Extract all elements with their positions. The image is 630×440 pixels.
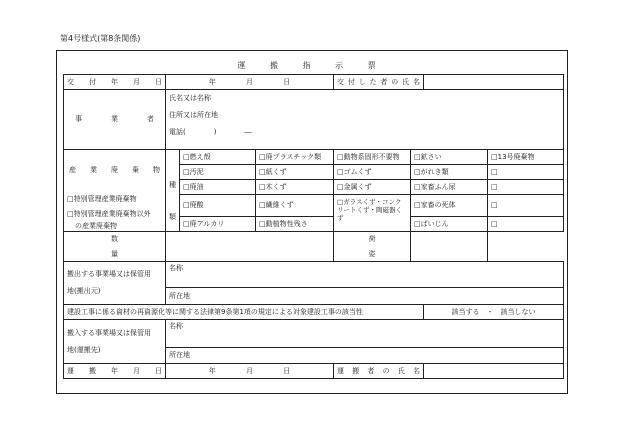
waste-type-option[interactable]: □ 家畜の死体	[411, 195, 488, 217]
form-table	[63, 74, 564, 379]
waste-type-option[interactable]	[488, 195, 564, 217]
document-title: 運 搬 指 示 票	[237, 61, 387, 70]
issuer-name-label: 交付した者の氏名	[334, 75, 424, 90]
transport-instruction-form	[56, 50, 568, 394]
origin-name-label: 名称	[169, 264, 183, 272]
waste-label-cell	[64, 150, 166, 232]
waste-type-option[interactable]: □ 汚泥	[180, 165, 256, 180]
origin-address-field[interactable]	[166, 288, 564, 305]
destination-name-label: 名称	[169, 322, 183, 330]
origin-name-row	[64, 262, 564, 288]
other-waste-option[interactable]: □ 特別管理産業廃棄物以外	[67, 210, 162, 219]
destination-name-field[interactable]	[166, 320, 564, 348]
business-phone-label: 電話( ) ―	[169, 128, 252, 136]
waste-type-option[interactable]: □ 鉱さい	[411, 150, 488, 165]
waste-label: 産 業 廃 棄 物	[69, 166, 160, 174]
driver-name-field[interactable]	[424, 364, 564, 379]
business-label: 事 業 者	[64, 90, 166, 150]
checkbox-icon	[67, 195, 74, 203]
waste-type-option[interactable]: □ 繊維くず	[256, 195, 334, 217]
quantity-row	[64, 232, 564, 262]
construction-text: 建設工事に係る資材の再資源化等に関する法律第9条第1項の規定による対象建設工事の該当性	[64, 305, 424, 320]
packing-field[interactable]	[411, 232, 488, 262]
construction-answer[interactable]: 該当する ・ 該当しない	[424, 305, 564, 320]
transport-date-value[interactable]: 年 月 日	[166, 364, 334, 379]
waste-type-option[interactable]: □ 廃アルカリ	[180, 217, 256, 232]
waste-type-option[interactable]	[488, 180, 564, 195]
waste-type-option[interactable]: □ 金属くず	[334, 180, 411, 195]
waste-type-option[interactable]: □ ばいじん	[411, 217, 488, 232]
waste-type-option-glass[interactable]: □ ガラスくず・コンクリートくず・陶磁器くず	[334, 195, 411, 232]
waste-type-option[interactable]: □ がれき類	[411, 165, 488, 180]
issue-date-label: 交 付 年 月 日	[64, 75, 166, 90]
business-field[interactable]	[166, 90, 564, 150]
kind-label-1: 種	[169, 180, 176, 189]
other-waste-option-cont: の産業廃棄物	[75, 222, 117, 230]
destination-address-label: 所在地	[169, 351, 190, 359]
construction-row	[64, 305, 564, 320]
driver-name-label: 運搬者の氏名	[334, 364, 424, 379]
waste-type-option[interactable]: □ ゴムくず	[334, 165, 411, 180]
checkbox-icon	[67, 210, 74, 218]
waste-type-option[interactable]: □ 動物系固形不要物	[334, 150, 411, 165]
issue-row	[64, 75, 564, 90]
origin-label: 搬出する事業場又は保管用 地(搬出元)	[64, 262, 166, 305]
kind-label-cell	[166, 150, 180, 232]
packing-label: 荷 姿	[334, 232, 411, 262]
waste-type-option[interactable]: □ 廃酸	[180, 195, 256, 217]
destination-address-field[interactable]	[166, 348, 564, 364]
kind-label-2: 類	[169, 212, 176, 221]
waste-row-1	[64, 150, 564, 165]
destination-label: 搬入する事業場又は保管用 地(運搬先)	[64, 320, 166, 364]
quantity-label: 数 量	[64, 232, 166, 262]
waste-type-option[interactable]: □ 木くず	[256, 180, 334, 195]
destination-name-row	[64, 320, 564, 348]
origin-address-label: 所在地	[169, 291, 190, 300]
special-waste-option[interactable]: □ 特別管理産業廃棄物	[67, 195, 162, 204]
waste-type-option[interactable]: □ 廃プラスチック類	[256, 150, 334, 165]
waste-type-option[interactable]: □ 動植物性残さ	[256, 217, 334, 232]
quantity-field[interactable]	[166, 232, 334, 262]
waste-type-option[interactable]: □ 廃油	[180, 180, 256, 195]
waste-type-option[interactable]	[488, 217, 564, 232]
business-name-label: 氏名又は名称	[169, 94, 211, 102]
business-row	[64, 90, 564, 150]
transport-date-label: 運 搬 年 月 日	[64, 364, 166, 379]
waste-type-option[interactable]: □ 家畜ふん尿	[411, 180, 488, 195]
waste-type-option[interactable]: □ 紙くず	[256, 165, 334, 180]
form-reference: 第4号様式(第8条関係)	[60, 34, 141, 43]
business-address-label: 住所又は所在地	[169, 111, 218, 119]
issuer-name-field[interactable]	[424, 75, 564, 90]
waste-type-option[interactable]	[488, 165, 564, 180]
issue-date-value[interactable]: 年 月 日	[166, 75, 334, 90]
waste-type-option[interactable]: □ 燃え殻	[180, 150, 256, 165]
origin-name-field[interactable]	[166, 262, 564, 288]
transport-row	[64, 364, 564, 379]
waste-type-option[interactable]: □ 13号廃棄物	[488, 150, 564, 165]
